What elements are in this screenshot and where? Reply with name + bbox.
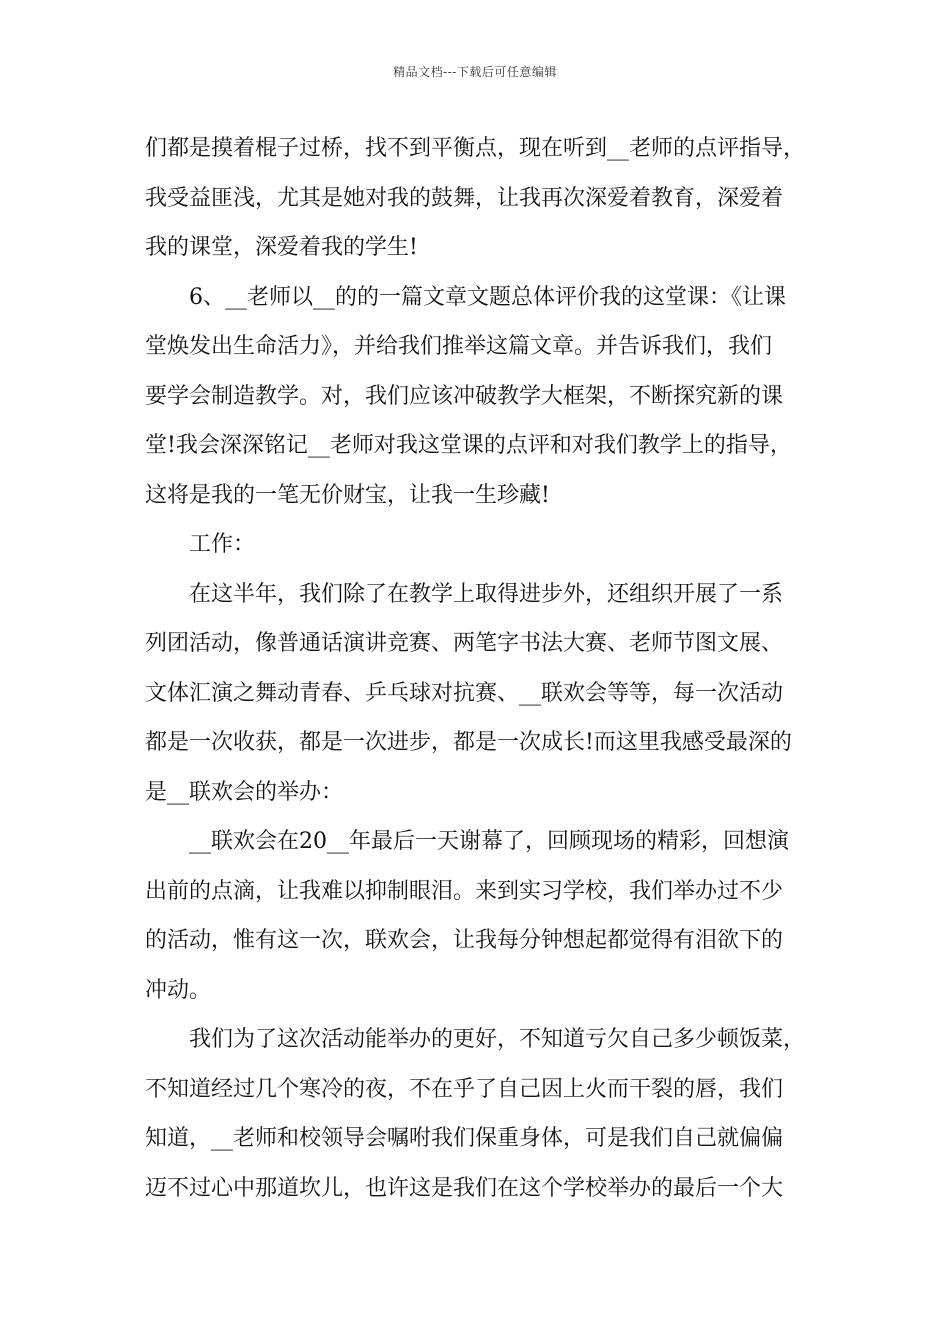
text-line: 这将是我的一笔无价财宝，让我一生珍藏! [145,482,550,508]
text-line: 文体汇演之舞动青春、乒乓球对抗赛、__联欢会等等，每一次活动 [145,680,784,706]
text-line: 迈不过心中那道坎儿，也许这是我们在这个学校举办的最后一个大 [145,1175,784,1201]
paragraph-start-line: 在这半年，我们除了在教学上取得进步外，还组织开展了一系 [189,581,784,607]
text-line: 出前的点滴，让我难以抑制眼泪。来到实习学校，我们举办过不少 [145,878,784,904]
text-line: 都是一次收获，都是一次进步，都是一次成长!而这里我感受最深的 [145,730,792,755]
text-line: 我受益匪浅，尤其是她对我的鼓舞，让我再次深爱着教育，深爱着 [145,185,784,211]
section-heading: 工作： [189,532,256,557]
page-header: 精品文档---下载后可任意编辑 [393,65,557,79]
text-line: 们都是摸着棍子过桥，找不到平衡点，现在听到__老师的点评指导， [145,136,806,161]
text-line: 知道，__老师和校领导会嘱咐我们保重身体，可是我们自己就偏偏 [145,1126,784,1151]
paragraph-start-line: __联欢会在20__年最后一天谢幕了，回顾现场的精彩，回想演 [189,829,789,854]
text-line: 堂焕发出生命活力》，并给我们推举这篇文章。并告诉我们，我们 [145,334,773,359]
text-line: 我的课堂，深爱着我的学生! [145,235,418,260]
text-line: 堂!我会深深铭记__老师对我这堂课的点评和对我们教学上的指导， [145,433,792,458]
text-line: 是__联欢会的举办： [145,779,344,805]
text-line: 冲动。 [145,977,212,1003]
text-line: 的活动，惟有这一次，联欢会，让我每分钟想起都觉得有泪欲下的 [145,928,784,953]
paragraph-start-line: 6、__老师以__的的一篇文章文题总体评价我的这堂课：《让课 [189,284,786,310]
text-line: 要学会制造教学。对，我们应该冲破教学大框架，不断探究新的课 [145,383,784,409]
text-line: 不知道经过几个寒冷的夜，不在乎了自己因上火而干裂的唇，我们 [145,1076,784,1102]
document-body [145,124,833,1213]
text-line: 列团活动，像普通话演讲竞赛、两笔字书法大赛、老师节图文展、 [145,631,784,656]
paragraph-start-line: 我们为了这次活动能举办的更好，不知道亏欠自己多少顿饭菜， [189,1027,806,1052]
